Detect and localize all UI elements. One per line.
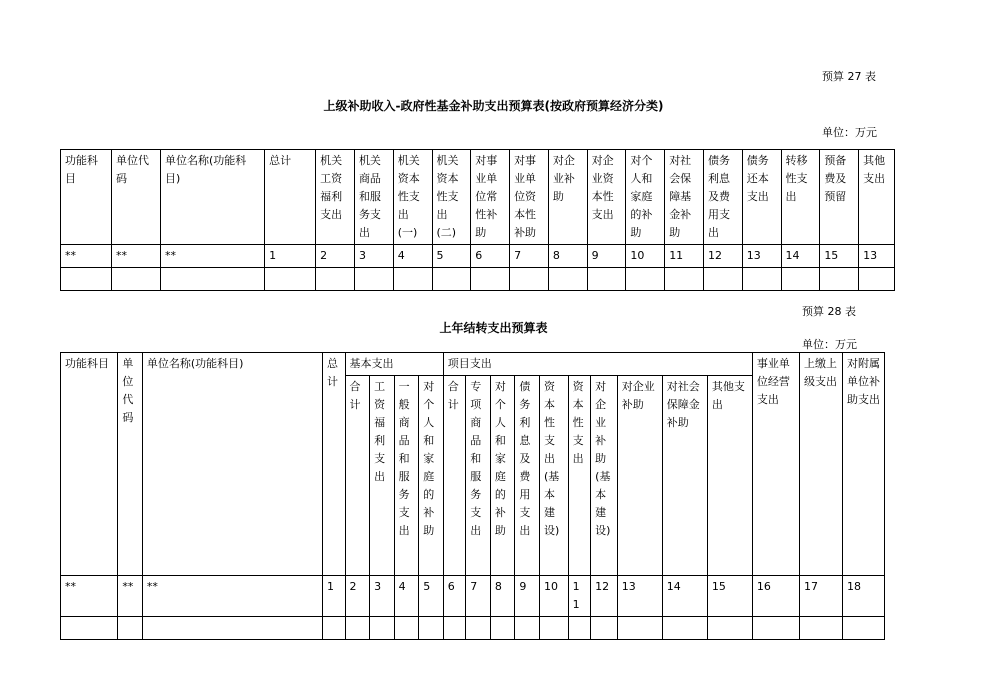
table2-empty-row bbox=[61, 617, 885, 640]
table1-title: 上级补助收入-政府性基金补助支出预算表(按政府预算经济分类) bbox=[323, 99, 664, 113]
t2-project-sub: 对个人和家庭的补助 bbox=[490, 376, 515, 576]
t1-code-cell: 4 bbox=[393, 245, 432, 268]
t1-header-col: 对企业补助 bbox=[548, 150, 587, 245]
t1-header-col: 对社会保障基金补助 bbox=[665, 150, 704, 245]
t2-project-sub: 合计 bbox=[443, 376, 466, 576]
t2-code-cell: 6 bbox=[443, 576, 466, 617]
t1-code-cell: 13 bbox=[742, 245, 781, 268]
t1-code-cell: 11 bbox=[665, 245, 704, 268]
t2-header-name: 单位名称(功能科目) bbox=[142, 353, 322, 576]
t2-empty-cell bbox=[466, 617, 491, 640]
t1-header-col: 债务利息及费用支出 bbox=[703, 150, 742, 245]
t2-header-project: 项目支出 bbox=[443, 353, 752, 376]
t2-empty-cell bbox=[568, 617, 591, 640]
t1-empty-cell bbox=[471, 268, 510, 291]
t2-empty-cell bbox=[591, 617, 618, 640]
t2-code-cell: ** bbox=[61, 576, 118, 617]
t2-code-cell: 7 bbox=[466, 576, 491, 617]
t2-basic-sub: 合计 bbox=[345, 376, 370, 576]
table1-id-label: 预算 27 表 bbox=[822, 70, 876, 83]
t1-empty-cell bbox=[510, 268, 549, 291]
t2-code-cell: 9 bbox=[515, 576, 540, 617]
t2-code-cell: 4 bbox=[394, 576, 419, 617]
t1-code-cell: 8 bbox=[548, 245, 587, 268]
t1-header-col: 其他支出 bbox=[859, 150, 895, 245]
t1-empty-cell bbox=[665, 268, 704, 291]
table2-code-row bbox=[61, 576, 885, 617]
t1-header-col: 对企业资本性支出 bbox=[587, 150, 626, 245]
t2-empty-cell bbox=[142, 617, 322, 640]
budget-table-27 bbox=[60, 149, 895, 291]
t2-project-sub: 资本性支出 bbox=[568, 376, 591, 576]
t1-code-cell: 2 bbox=[316, 245, 355, 268]
t1-header-col: 转移性支出 bbox=[781, 150, 820, 245]
t1-header-func: 功能科目 bbox=[61, 150, 112, 245]
t1-empty-cell bbox=[587, 268, 626, 291]
t1-empty-cell bbox=[316, 268, 355, 291]
t1-header-name: 单位名称(功能科目) bbox=[161, 150, 265, 245]
t1-empty-cell bbox=[742, 268, 781, 291]
t2-empty-cell bbox=[617, 617, 662, 640]
t1-empty-cell bbox=[432, 268, 471, 291]
t1-code-cell: 9 bbox=[587, 245, 626, 268]
t1-header-col: 债务还本支出 bbox=[742, 150, 781, 245]
t2-code-cell: 13 bbox=[617, 576, 662, 617]
t1-header-total: 总计 bbox=[265, 150, 316, 245]
t2-empty-cell bbox=[394, 617, 419, 640]
t2-empty-cell bbox=[842, 617, 884, 640]
t1-code-cell: 7 bbox=[510, 245, 549, 268]
t2-project-sub: 对社会保障金补助 bbox=[662, 376, 707, 576]
t1-empty-cell bbox=[781, 268, 820, 291]
t1-code-cell: 5 bbox=[432, 245, 471, 268]
t2-code-cell: 2 bbox=[345, 576, 370, 617]
t2-empty-cell bbox=[515, 617, 540, 640]
t2-code-cell: 3 bbox=[370, 576, 395, 617]
table2-header-row1 bbox=[61, 353, 885, 376]
t1-empty-cell bbox=[703, 268, 742, 291]
t2-code-cell: 18 bbox=[842, 576, 884, 617]
t1-empty-cell bbox=[859, 268, 895, 291]
t1-header-col: 对事业单位常性补助 bbox=[471, 150, 510, 245]
t2-empty-cell bbox=[752, 617, 799, 640]
t1-header-code: 单位代码 bbox=[112, 150, 161, 245]
t2-empty-cell bbox=[118, 617, 143, 640]
table1-header-row bbox=[61, 150, 895, 245]
t2-code-cell: 16 bbox=[752, 576, 799, 617]
t2-project-sub: 债务利息及费用支出 bbox=[515, 376, 540, 576]
t1-code-cell: 15 bbox=[820, 245, 859, 268]
t2-code-cell: ** bbox=[118, 576, 143, 617]
t2-header-code: 单位代码 bbox=[118, 353, 143, 576]
t1-header-col: 对事业单位资本性补助 bbox=[510, 150, 549, 245]
t2-code-cell: 12 bbox=[591, 576, 618, 617]
t2-empty-cell bbox=[61, 617, 118, 640]
t2-empty-cell bbox=[370, 617, 395, 640]
t1-header-col: 机关工资福利支出 bbox=[316, 150, 355, 245]
t2-project-sub: 资本性支出(基本建设) bbox=[539, 376, 568, 576]
t2-code-cell: 14 bbox=[662, 576, 707, 617]
t1-empty-cell bbox=[820, 268, 859, 291]
t2-empty-cell bbox=[662, 617, 707, 640]
t1-header-col: 机关商品和服务支出 bbox=[354, 150, 393, 245]
t1-header-col: 机关资本性支出(二) bbox=[432, 150, 471, 245]
t1-header-col: 预备费及预留 bbox=[820, 150, 859, 245]
t1-empty-cell bbox=[112, 268, 161, 291]
budget-table-28 bbox=[60, 352, 885, 640]
t2-header-func: 功能科目 bbox=[61, 353, 118, 576]
t2-code-cell: 5 bbox=[419, 576, 444, 617]
t2-empty-cell bbox=[419, 617, 444, 640]
t1-empty-cell bbox=[393, 268, 432, 291]
t2-code-cell: 8 bbox=[490, 576, 515, 617]
t1-empty-cell bbox=[354, 268, 393, 291]
t2-code-cell: ** bbox=[142, 576, 322, 617]
t2-header-biz: 事业单位经营支出 bbox=[752, 353, 799, 576]
t2-empty-cell bbox=[490, 617, 515, 640]
t2-header-upper: 上缴上级支出 bbox=[799, 353, 842, 576]
t2-empty-cell bbox=[539, 617, 568, 640]
t2-basic-sub: 一般商品和服务支出 bbox=[394, 376, 419, 576]
t1-code-cell: 3 bbox=[354, 245, 393, 268]
t2-project-sub: 专项商品和服务支出 bbox=[466, 376, 491, 576]
t1-code-cell: 14 bbox=[781, 245, 820, 268]
t2-basic-sub: 对个人和家庭的补助 bbox=[419, 376, 444, 576]
table2-unit: 单位：万元 bbox=[802, 338, 857, 351]
table2-id-label: 预算 28 表 bbox=[802, 305, 856, 318]
t2-empty-cell bbox=[345, 617, 370, 640]
t2-header-total: 总计 bbox=[323, 353, 346, 576]
t2-code-cell: 11 bbox=[568, 576, 591, 617]
t1-code-cell: 6 bbox=[471, 245, 510, 268]
t2-code-cell: 10 bbox=[539, 576, 568, 617]
table1-empty-row bbox=[61, 268, 895, 291]
t2-empty-cell bbox=[799, 617, 842, 640]
t1-header-col: 对个人和家庭的补助 bbox=[626, 150, 665, 245]
t2-header-affil: 对附属单位补助支出 bbox=[842, 353, 884, 576]
t2-code-cell: 15 bbox=[707, 576, 752, 617]
t2-code-cell: 17 bbox=[799, 576, 842, 617]
t1-code-cell: 13 bbox=[859, 245, 895, 268]
table2-title: 上年结转支出预算表 bbox=[439, 321, 548, 335]
t2-empty-cell bbox=[707, 617, 752, 640]
t2-empty-cell bbox=[323, 617, 346, 640]
t2-header-basic: 基本支出 bbox=[345, 353, 443, 376]
t2-project-sub: 对企业补助 bbox=[617, 376, 662, 576]
t1-header-col: 机关资本性支出(一) bbox=[393, 150, 432, 245]
t2-project-sub: 对企业补助(基本建设) bbox=[591, 376, 618, 576]
t1-code-cell: ** bbox=[61, 245, 112, 268]
t1-empty-cell bbox=[265, 268, 316, 291]
t2-project-sub: 其他支出 bbox=[707, 376, 752, 576]
t1-empty-cell bbox=[61, 268, 112, 291]
t1-code-cell: 1 bbox=[265, 245, 316, 268]
t2-code-cell: 1 bbox=[323, 576, 346, 617]
t1-code-cell: 12 bbox=[703, 245, 742, 268]
t2-empty-cell bbox=[443, 617, 466, 640]
table1-code-row bbox=[61, 245, 895, 268]
t1-empty-cell bbox=[626, 268, 665, 291]
t1-code-cell: ** bbox=[161, 245, 265, 268]
t1-code-cell: 10 bbox=[626, 245, 665, 268]
t1-code-cell: ** bbox=[112, 245, 161, 268]
table1-unit: 单位：万元 bbox=[822, 126, 877, 139]
t1-empty-cell bbox=[161, 268, 265, 291]
t2-basic-sub: 工资福利支出 bbox=[370, 376, 395, 576]
t1-empty-cell bbox=[548, 268, 587, 291]
